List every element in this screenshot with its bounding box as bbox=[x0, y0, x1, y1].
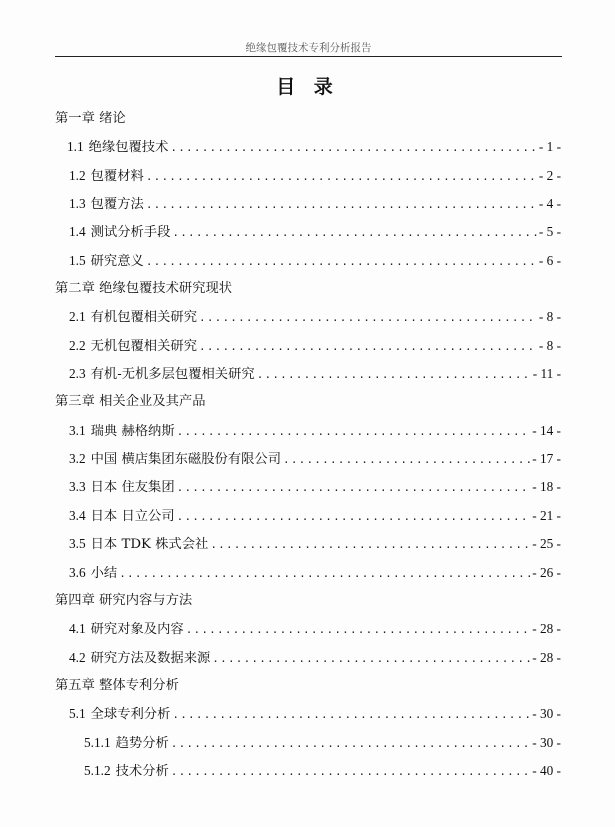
toc-entry-label: 日本 TDK 株式会社 bbox=[90, 537, 209, 553]
dot-leader bbox=[172, 219, 536, 246]
dot-leader bbox=[257, 361, 531, 388]
toc-entry-number: 1.1 bbox=[67, 139, 84, 155]
toc-entry-label: 研究对象及内容 bbox=[90, 622, 184, 638]
toc-entry-label: 技术分析 bbox=[115, 763, 169, 779]
toc-page-number: - 40 - bbox=[532, 762, 561, 778]
toc-entry-label: 日本 住友集团 bbox=[90, 480, 175, 496]
toc-chapter-heading[interactable]: 第二章 绝缘包覆技术研究现状 bbox=[55, 281, 233, 297]
toc-entry-number: 1.5 bbox=[69, 252, 86, 268]
toc-page-number: - 18 - bbox=[532, 479, 561, 495]
toc-entry-number: 3.3 bbox=[69, 479, 86, 495]
toc-page-number: - 2 - bbox=[538, 167, 561, 183]
toc-page-number: - 25 - bbox=[532, 536, 561, 552]
toc-entry-number: 2.2 bbox=[69, 337, 86, 353]
toc-entry-label: 全球专利分析 bbox=[90, 707, 171, 723]
table-of-contents bbox=[55, 105, 562, 785]
toc-entry[interactable] bbox=[55, 644, 562, 672]
dot-leader bbox=[210, 531, 530, 558]
toc-entry[interactable] bbox=[55, 162, 562, 190]
toc-entry-number: 5.1.1 bbox=[84, 734, 111, 750]
toc-entry[interactable] bbox=[55, 729, 562, 757]
toc-title: 目 录 bbox=[276, 76, 339, 98]
toc-entry-label: 研究方法及数据来源 bbox=[90, 650, 211, 666]
toc-entry[interactable] bbox=[55, 615, 562, 643]
dot-leader bbox=[172, 701, 530, 728]
dot-leader bbox=[177, 474, 531, 501]
toc-entry[interactable] bbox=[55, 445, 562, 473]
toc-entry-label: 无机包覆相关研究 bbox=[90, 338, 197, 354]
dot-leader bbox=[177, 503, 531, 530]
dot-leader bbox=[171, 758, 530, 785]
toc-page-number: - 30 - bbox=[532, 706, 561, 722]
toc-entry-number: 3.1 bbox=[69, 422, 86, 438]
toc-page-number: - 28 - bbox=[532, 649, 561, 665]
toc-entry-label: 有机包覆相关研究 bbox=[90, 310, 197, 326]
toc-entry-number: 3.2 bbox=[69, 451, 86, 467]
toc-page-number: - 11 - bbox=[532, 366, 561, 382]
toc-page-number: - 8 - bbox=[538, 337, 561, 353]
toc-entry-number: 4.1 bbox=[69, 621, 86, 637]
dot-leader bbox=[146, 163, 537, 190]
toc-chapter-heading[interactable]: 第四章 研究内容与方法 bbox=[55, 592, 193, 608]
toc-entry-label: 日本 日立公司 bbox=[90, 508, 175, 524]
running-header: 绝缘包覆技术专利分析报告 bbox=[245, 42, 372, 54]
toc-entry[interactable] bbox=[55, 559, 562, 587]
toc-entry-number: 1.3 bbox=[69, 196, 86, 212]
toc-page-number: - 6 - bbox=[538, 252, 561, 268]
toc-entry-number: 5.1 bbox=[69, 706, 86, 722]
toc-entry[interactable] bbox=[55, 473, 562, 501]
dot-leader bbox=[170, 134, 536, 161]
dot-leader bbox=[119, 560, 530, 587]
dot-leader bbox=[283, 446, 530, 473]
toc-page-number: - 8 - bbox=[538, 309, 561, 325]
toc-page-number: - 4 - bbox=[538, 196, 561, 212]
toc-page-number: - 21 - bbox=[532, 507, 561, 523]
toc-entry[interactable] bbox=[55, 190, 562, 218]
header-rule bbox=[55, 56, 562, 57]
toc-entry-label: 瑞典 赫格纳斯 bbox=[90, 423, 175, 439]
toc-page-number: - 28 - bbox=[532, 621, 561, 637]
toc-entry-number: 3.5 bbox=[69, 536, 86, 552]
dot-leader bbox=[146, 191, 537, 218]
toc-entry-label: 趋势分析 bbox=[115, 735, 169, 751]
toc-entry-label: 包覆材料 bbox=[90, 168, 144, 184]
toc-entry-label: 中国 横店集团东磁股份有限公司 bbox=[90, 452, 282, 468]
toc-entry-label: 包覆方法 bbox=[90, 197, 144, 213]
dot-leader bbox=[199, 333, 537, 360]
toc-entry[interactable] bbox=[55, 360, 562, 388]
toc-entry-label: 绝缘包覆技术 bbox=[88, 140, 169, 156]
dot-leader bbox=[146, 248, 537, 275]
toc-entry-number: 4.2 bbox=[69, 649, 86, 665]
toc-page-number: - 5 - bbox=[538, 224, 561, 240]
toc-entry-number: 3.4 bbox=[69, 507, 86, 523]
toc-entry[interactable] bbox=[55, 218, 562, 246]
toc-entry-number: 1.4 bbox=[69, 224, 86, 240]
toc-entry-number: 3.6 bbox=[69, 564, 86, 580]
toc-entry[interactable] bbox=[55, 502, 562, 530]
dot-leader bbox=[199, 304, 537, 331]
toc-entry[interactable] bbox=[55, 530, 562, 558]
toc-entry-number: 1.2 bbox=[69, 167, 86, 183]
toc-page-number: - 1 - bbox=[538, 139, 561, 155]
toc-chapter-heading[interactable]: 第三章 相关企业及其产品 bbox=[55, 394, 206, 410]
toc-entry[interactable] bbox=[55, 303, 562, 331]
toc-entry-number: 2.1 bbox=[69, 309, 86, 325]
toc-entry[interactable] bbox=[55, 332, 562, 360]
toc-page-number: - 26 - bbox=[532, 564, 561, 580]
toc-entry-label: 有机-无机多层包覆相关研究 bbox=[90, 367, 255, 383]
toc-entry-label: 研究意义 bbox=[90, 253, 144, 269]
toc-entry-number: 5.1.2 bbox=[84, 762, 111, 778]
toc-entry[interactable] bbox=[55, 417, 562, 445]
toc-page-number: - 30 - bbox=[532, 734, 561, 750]
toc-entry[interactable] bbox=[55, 133, 562, 161]
dot-leader bbox=[177, 418, 531, 445]
toc-page-number: - 17 - bbox=[532, 451, 561, 467]
toc-entry-label: 小结 bbox=[90, 565, 118, 581]
toc-page-number: - 14 - bbox=[532, 422, 561, 438]
dot-leader bbox=[186, 616, 530, 643]
toc-entry-number: 2.3 bbox=[69, 366, 86, 382]
toc-entry[interactable] bbox=[55, 757, 562, 785]
toc-chapter-heading[interactable]: 第五章 整体专利分析 bbox=[55, 677, 179, 693]
dot-leader bbox=[212, 645, 530, 672]
toc-entry-label: 测试分析手段 bbox=[90, 225, 171, 241]
toc-entry[interactable] bbox=[55, 247, 562, 275]
toc-entry[interactable] bbox=[55, 700, 562, 728]
dot-leader bbox=[171, 730, 530, 757]
toc-chapter-heading[interactable]: 第一章 绪论 bbox=[55, 111, 126, 126]
